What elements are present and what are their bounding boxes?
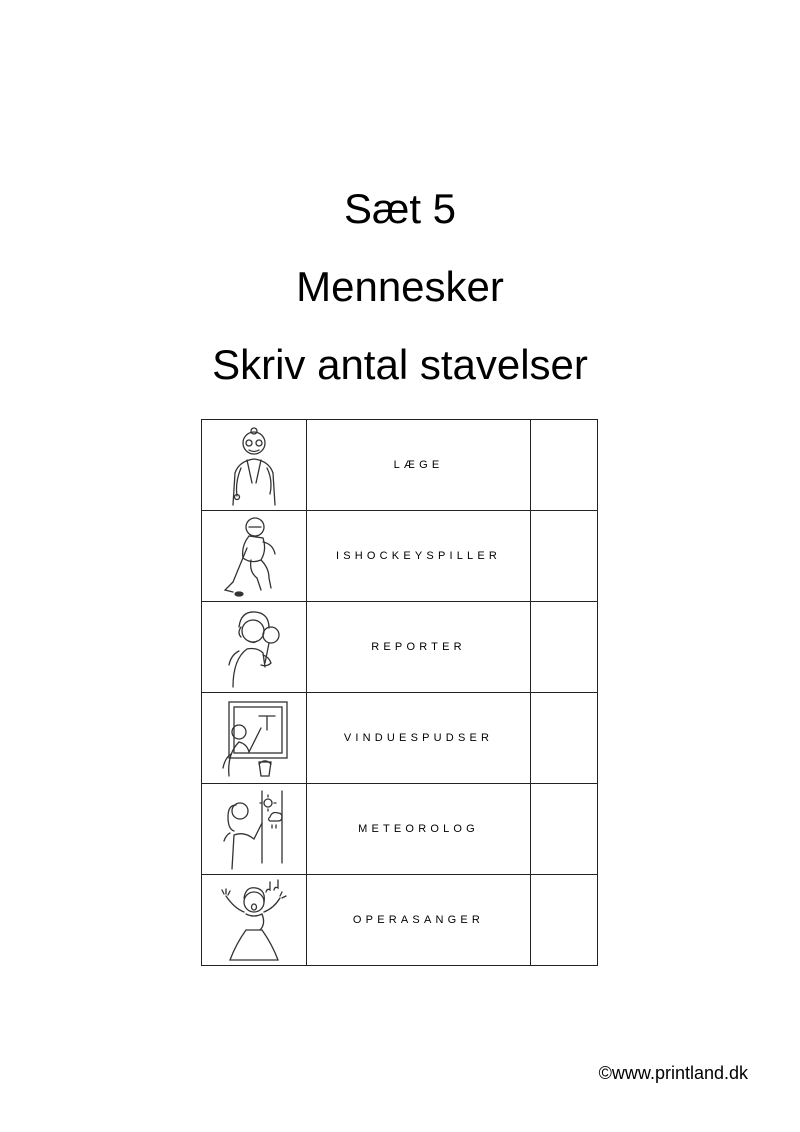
topic-title: Mennesker <box>296 263 504 310</box>
table-row <box>202 420 598 511</box>
instruction-title: Skriv antal stavelser <box>212 341 588 388</box>
set-title: Sæt 5 <box>343 185 457 232</box>
picture-cell <box>202 693 307 784</box>
picture-cell <box>202 875 307 966</box>
picture-cell <box>202 511 307 602</box>
hockey-player-icon <box>219 514 289 598</box>
reporter-icon <box>219 605 289 689</box>
title-block <box>0 170 800 404</box>
table-row <box>202 511 598 602</box>
opera-singer-icon <box>216 878 292 962</box>
answer-cell[interactable] <box>531 420 598 511</box>
word-cell: ISHOCKEYSPILLER <box>307 511 531 602</box>
meteorologist-icon <box>216 787 292 871</box>
picture-cell <box>202 602 307 693</box>
table-row <box>202 602 598 693</box>
answer-cell[interactable] <box>531 875 598 966</box>
answer-cell[interactable] <box>531 511 598 602</box>
window-cleaner-icon <box>215 696 293 780</box>
word-cell: LÆGE <box>307 420 531 511</box>
copyright-footer: ©www.printland.dk <box>598 1063 748 1083</box>
word-cell: OPERASANGER <box>307 875 531 966</box>
picture-cell <box>202 420 307 511</box>
syllable-table <box>201 419 598 966</box>
word-cell: REPORTER <box>307 602 531 693</box>
table-row <box>202 784 598 875</box>
word-cell: VINDUESPUDSER <box>307 693 531 784</box>
picture-cell <box>202 784 307 875</box>
answer-cell[interactable] <box>531 602 598 693</box>
doctor-icon <box>219 423 289 507</box>
table-row <box>202 875 598 966</box>
answer-cell[interactable] <box>531 784 598 875</box>
word-cell: METEOROLOG <box>307 784 531 875</box>
answer-cell[interactable] <box>531 693 598 784</box>
table-row <box>202 693 598 784</box>
